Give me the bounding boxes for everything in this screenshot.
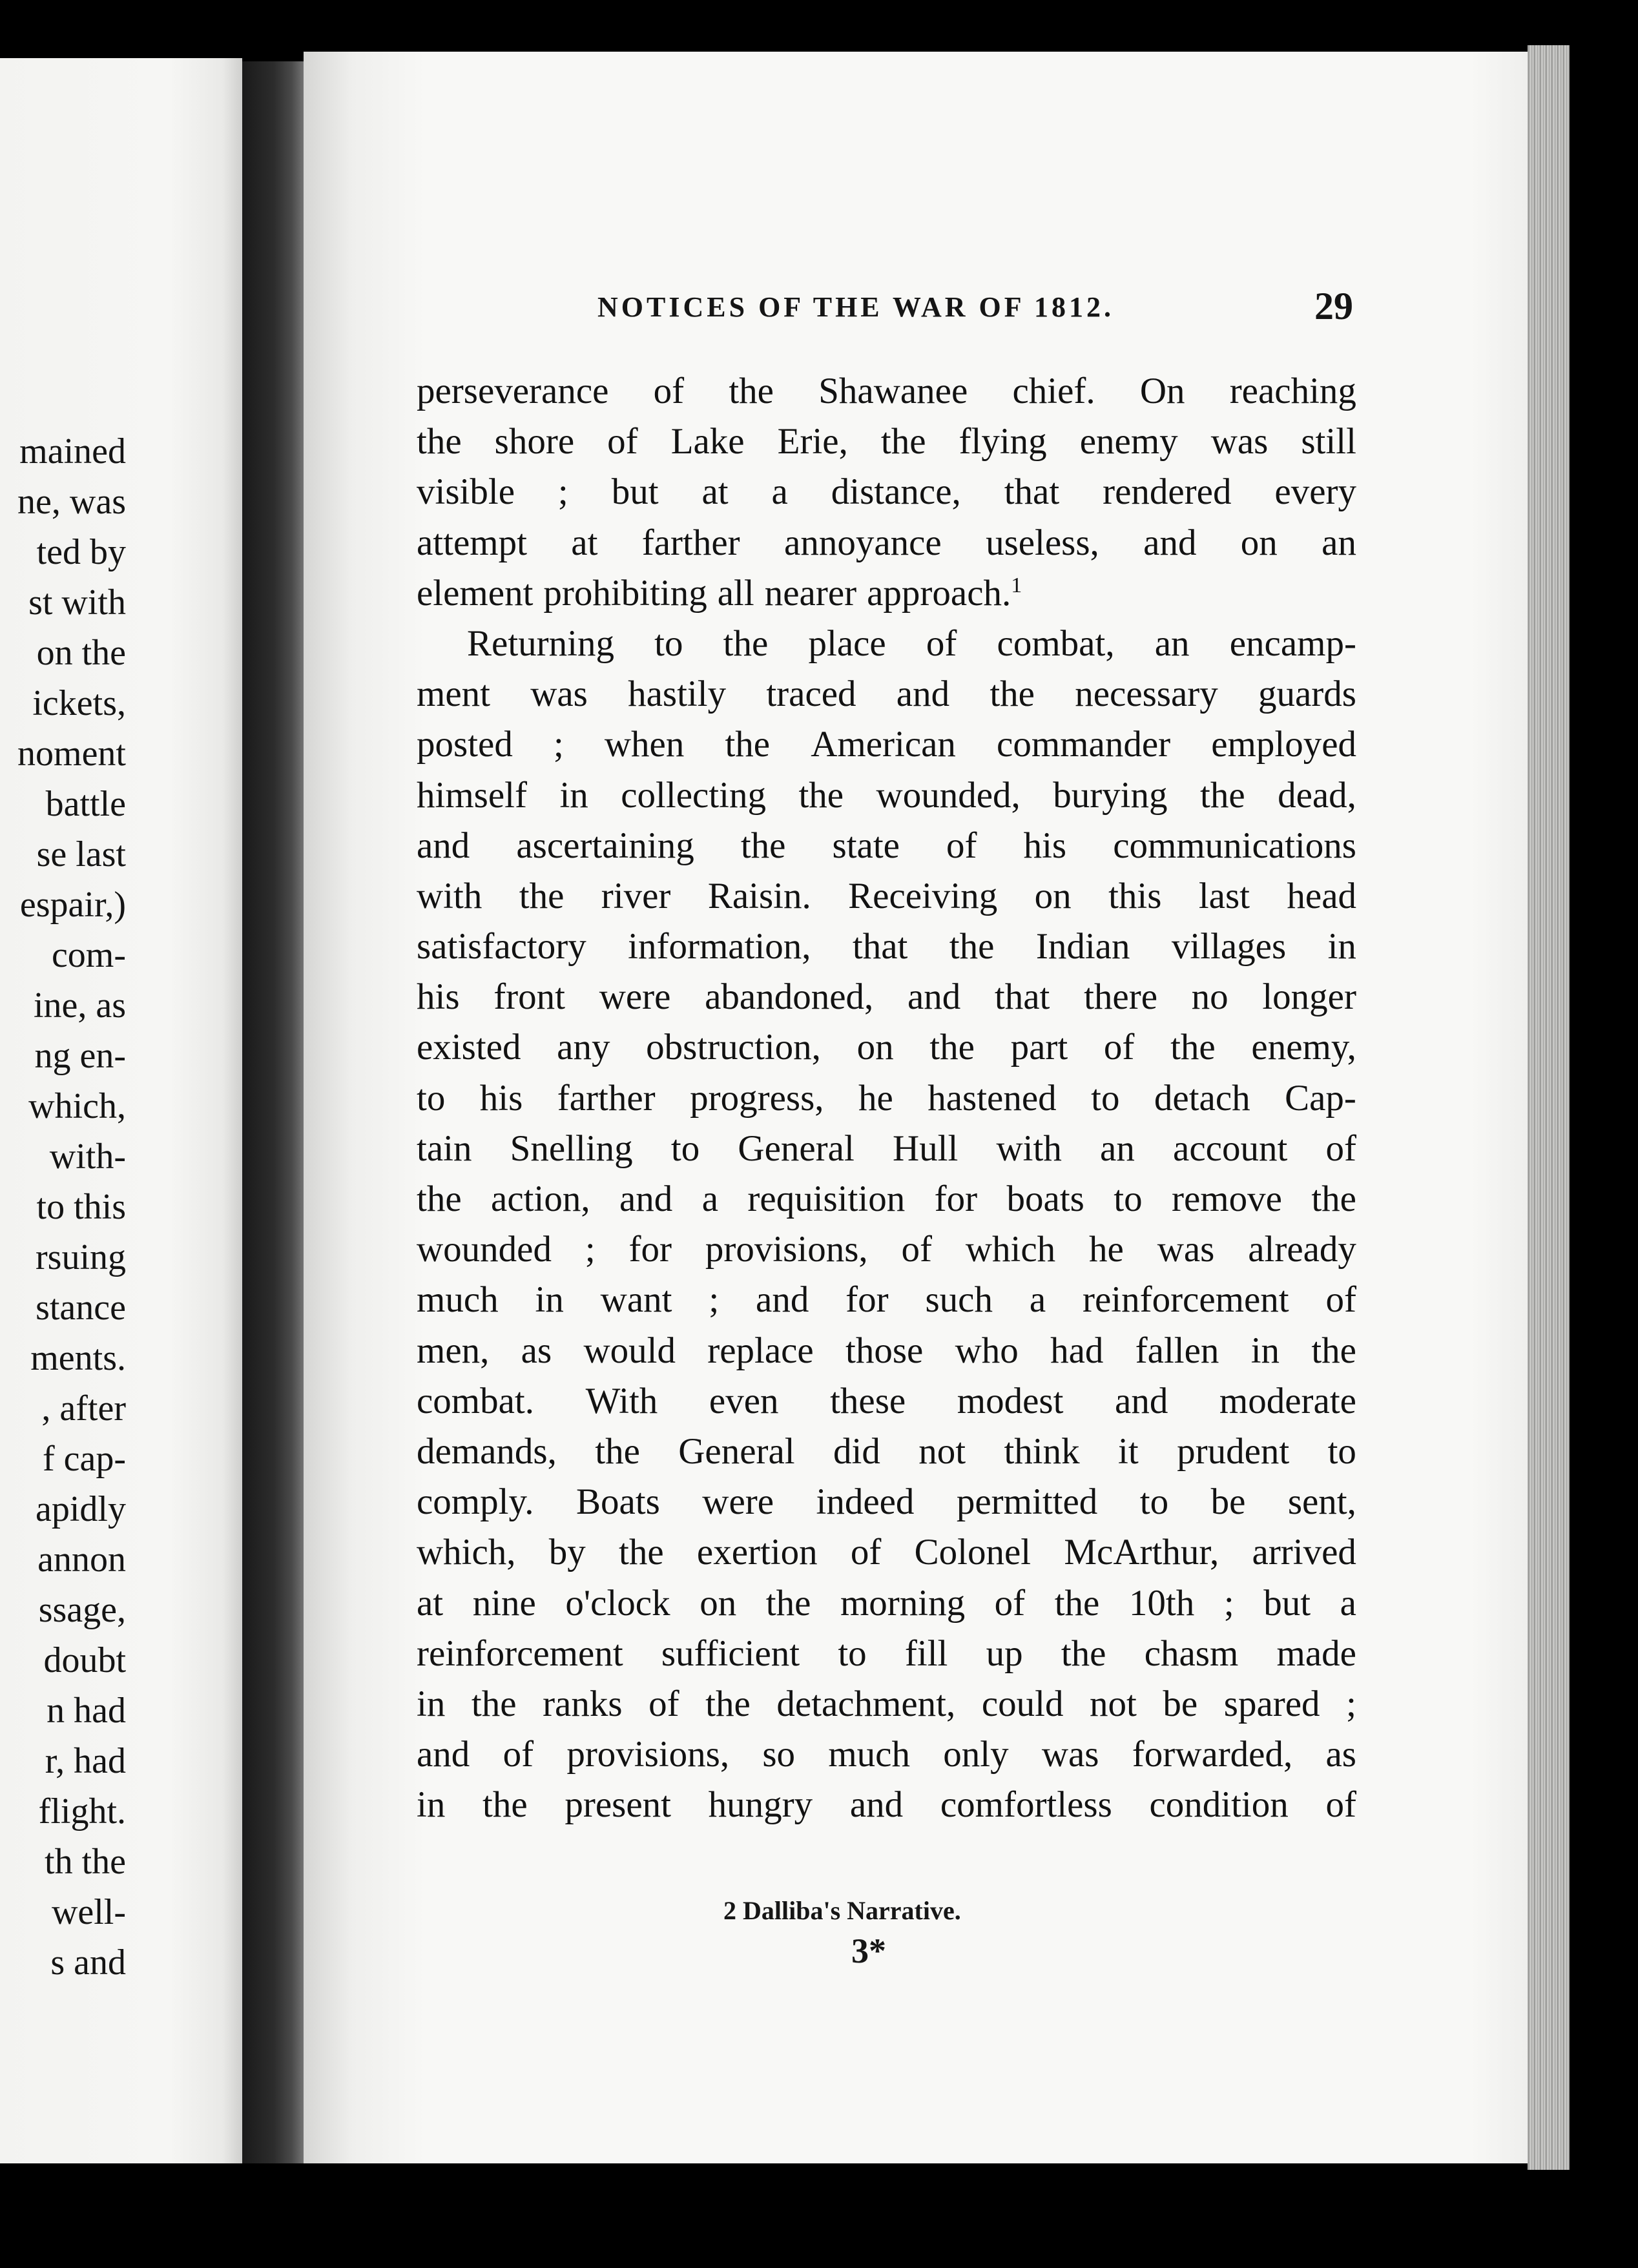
body-line: existed any obstruction, on the part of the enemy, [417, 1027, 1356, 1068]
left-page-line: well- [51, 1892, 126, 1932]
body-line: men, as would replace those who had fallen in the [417, 1330, 1356, 1371]
body-text [417, 366, 1356, 1830]
body-line: to his farther progress, he hastened to detach Cap- [417, 1077, 1356, 1119]
body-line: with the river Raisin. Receiving on this last head [417, 875, 1356, 916]
body-line: satisfactory information, that the Indian villages in [417, 926, 1356, 967]
left-page-line: th the [45, 1842, 126, 1882]
left-page-line: ne, was [17, 482, 126, 522]
left-page-line: flight. [38, 1791, 126, 1831]
page-edge-stack [1528, 45, 1570, 2170]
left-page-line: com- [51, 935, 126, 975]
left-page-text [0, 426, 126, 1988]
body-line: tain Snelling to General Hull with an account of [417, 1128, 1356, 1169]
left-page-line: st with [28, 582, 126, 623]
body-line: demands, the General did not think it prudent to [417, 1430, 1356, 1472]
left-page-line: rsuing [36, 1237, 126, 1277]
body-line: the shore of Lake Erie, the flying enemy was still [417, 421, 1356, 462]
body-line: himself in collecting the wounded, burying the dead, [417, 774, 1356, 816]
left-page-line: with- [49, 1137, 126, 1177]
left-page-line: ine, as [33, 985, 126, 1026]
body-line: in the present hungry and comfortless condition of [417, 1784, 1356, 1826]
body-line: visible ; but at a distance, that rendered every [417, 471, 1356, 513]
body-line: at nine o'clock on the morning of the 10th ; but a [417, 1582, 1356, 1624]
left-page-line: mained [19, 431, 126, 471]
body-line: and ascertaining the state of his communications [417, 825, 1356, 866]
body-line: much in want ; and for such a reinforcement of [417, 1279, 1356, 1321]
body-line: the action, and a requisition for boats to remove the [417, 1179, 1356, 1219]
body-line: attempt at farther annoyance useless, and on an [417, 522, 1356, 563]
left-page-line: stance [36, 1288, 126, 1328]
left-page-line: which, [28, 1086, 126, 1126]
left-page-line: ng en- [34, 1036, 126, 1076]
footnote: 2 Dalliba's Narrative. [723, 1896, 961, 1925]
body-line: wounded ; for provisions, of which he was already [417, 1229, 1356, 1270]
left-page-line: s and [50, 1943, 126, 1983]
left-page-line: se last [36, 834, 126, 874]
left-page-line: n had [47, 1691, 126, 1731]
left-page-line: ssage, [38, 1590, 126, 1630]
left-page-line: battle [45, 784, 126, 824]
body-line: which, by the exertion of Colonel McArthur, arrived [417, 1532, 1356, 1573]
left-page-line: espair,) [19, 885, 126, 925]
left-page-line: annon [37, 1540, 126, 1580]
left-page-line: apidly [36, 1489, 126, 1529]
body-line: combat. With even these modest and moderate [417, 1380, 1356, 1421]
left-page-line: r, had [45, 1741, 126, 1781]
body-line: comply. Boats were indeed permitted to be sent, [417, 1481, 1356, 1523]
body-line: element prohibiting all nearer approach.$^1$ [417, 572, 1022, 613]
body-line: and of provisions, so much only was forwarded, as [417, 1734, 1356, 1775]
left-page-line: to this [36, 1187, 126, 1227]
body-line: posted ; when the American commander employed [417, 724, 1356, 765]
body-line: reinforcement sufficient to fill up the chasm made [417, 1633, 1356, 1674]
left-page-line: doubt [43, 1640, 126, 1680]
left-page-line: noment [17, 734, 126, 774]
page-number: 29 [1314, 285, 1353, 327]
body-line: in the ranks of the detachment, could not be spared ; [417, 1683, 1356, 1724]
left-page-line: ted by [36, 532, 126, 572]
body-line: his front were abandoned, and that there no longer [417, 976, 1356, 1018]
left-page-line: on the [36, 633, 126, 673]
left-page-line: ments. [30, 1338, 126, 1378]
page-header [423, 284, 1353, 329]
body-line: Returning to the place of combat, an encamp- [467, 623, 1356, 664]
left-page-line: , after [41, 1388, 126, 1428]
running-head: NOTICES OF THE WAR OF 1812. [597, 291, 1115, 323]
body-line: ment was hastily traced and the necessary guards [417, 674, 1356, 715]
left-page-line: f cap- [42, 1439, 126, 1479]
signature-mark: 3* [851, 1932, 886, 1970]
left-page-line: ickets, [32, 683, 126, 723]
left-page [0, 58, 242, 2163]
body-line: perseverance of the Shawanee chief. On reaching [417, 371, 1356, 411]
footnote-marker: 1 [1011, 573, 1022, 597]
